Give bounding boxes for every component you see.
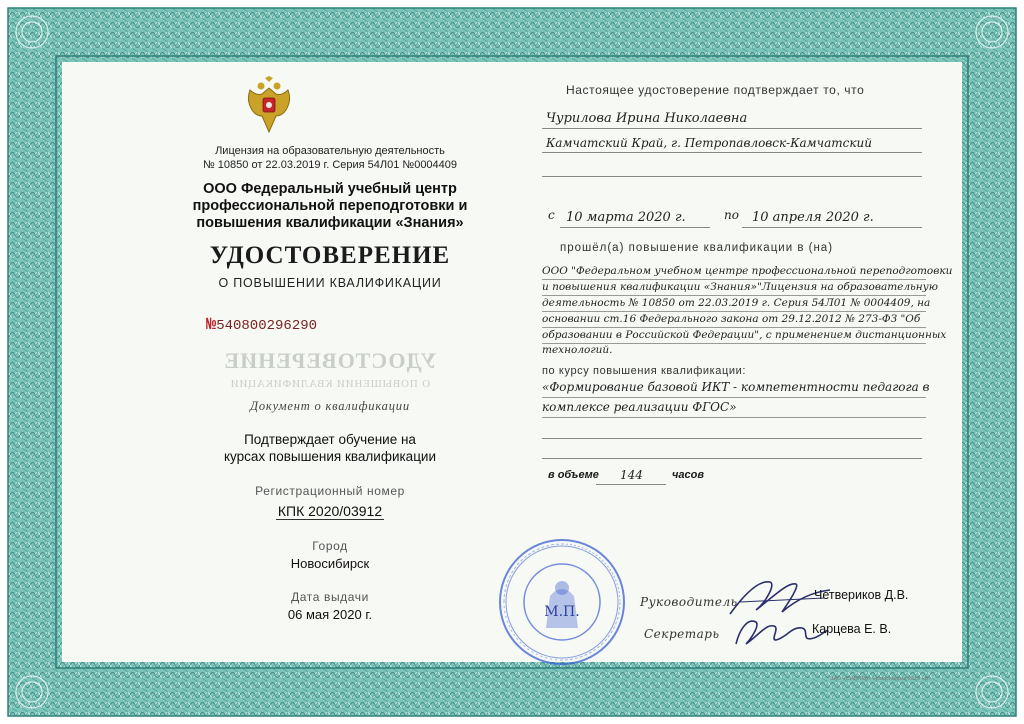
place-line-3: основании ст.16 Федерального закона от 29.12.2012 № 273-ФЗ "Об [542,312,926,328]
organization-name [120,181,540,232]
issue-date-label: Дата выдачи [291,590,369,604]
course-name [542,378,930,418]
place-line-1: и повышения квалификации «Знания»"Лицензия на образовательную [542,280,926,296]
license-block [120,144,540,172]
director-label: Руководитель [640,595,738,609]
official-stamp [496,536,628,668]
volume-value: 144 [620,468,643,482]
course-label: по курсу повышения квалификации: [542,365,747,377]
org-line-2: профессиональной переподготовки и [192,198,468,214]
document-qualification-label: Документ о квалификации [250,399,410,413]
place-line-5: технологий. [542,344,613,356]
secretary-label: Секретарь [644,627,720,641]
coat-of-arms-icon [244,76,294,138]
volume-label: в объеме [548,469,599,481]
city-value: Новосибирск [290,556,370,571]
training-place [542,264,953,357]
registration-label: Регистрационный номер [255,484,405,498]
from-label: с [548,208,555,222]
issue-date-value: 06 мая 2020 г. [287,607,373,622]
document-subtitle: О ПОВЫШЕНИИ КВАЛИФИКАЦИИ [218,276,442,290]
city-label: Город [312,539,348,553]
stamp-mp-text: М.П. [544,604,580,620]
number-value: 540800296290 [216,318,318,334]
place-line-0: ООО "Федеральном учебном центре профессиональной переподготовки [542,264,926,280]
confirm-line-2: курсах повышения квалификации [223,449,437,464]
place-line-4: образовании в Российской Федерации", с применением дистанционных [542,328,926,344]
to-date: 10 апреля 2020 г. [752,210,874,225]
passed-text: прошёл(а) повышение квалификации в (на) [560,242,834,254]
course-line-1: комплексе реализации ФГОС» [542,398,926,418]
holder-name: Чурилова Ирина Николаевна [546,111,748,126]
intro-text: Настоящее удостоверение подтверждает то, что [566,83,865,97]
org-line-1: ООО Федеральный учебный центр [203,181,457,197]
secretary-name: Карцева Е. В. [812,622,892,636]
org-line-3: повышения квалификации «Знания» [196,215,464,231]
document-number [206,316,317,335]
license-line-2: № 10850 от 22.03.2019 г. Серия 54Л01 №0004409 [202,159,458,171]
printer-footer: ЗАО «СИБИРЬ» Новосибирск 2019 «Б» [830,676,932,682]
confirm-line-1: Подтверждает обучение на [244,432,416,447]
place-line-2: деятельность № 10850 от 22.03.2019 г. Серия 54Л01 № 0004409, на [542,296,926,312]
ghost-title: УДОСТОВЕРЕНИЕ [223,348,437,373]
hours-label: часов [672,469,705,481]
license-line-1: Лицензия на образовательную деятельность [215,145,445,157]
from-date: 10 марта 2020 г. [566,210,686,225]
document-title: УДОСТОВЕРЕНИЕ [209,242,451,269]
registration-value: КПК 2020/03912 [277,503,383,519]
registration-value-wrap [120,503,540,521]
holder-region: Камчатский Край, г. Петропавловск-Камчатский [546,136,872,150]
number-sign: № [206,316,217,335]
director-name: Четвериков Д.В. [814,588,909,602]
to-label: по [724,208,739,222]
ghost-subtitle: О ПОВЫШЕНИИ КВАЛИФИКАЦИИ [229,378,431,390]
confirm-text [120,431,540,465]
course-line-0: «Формирование базовой ИКТ - компетентности педагога в [542,378,926,398]
